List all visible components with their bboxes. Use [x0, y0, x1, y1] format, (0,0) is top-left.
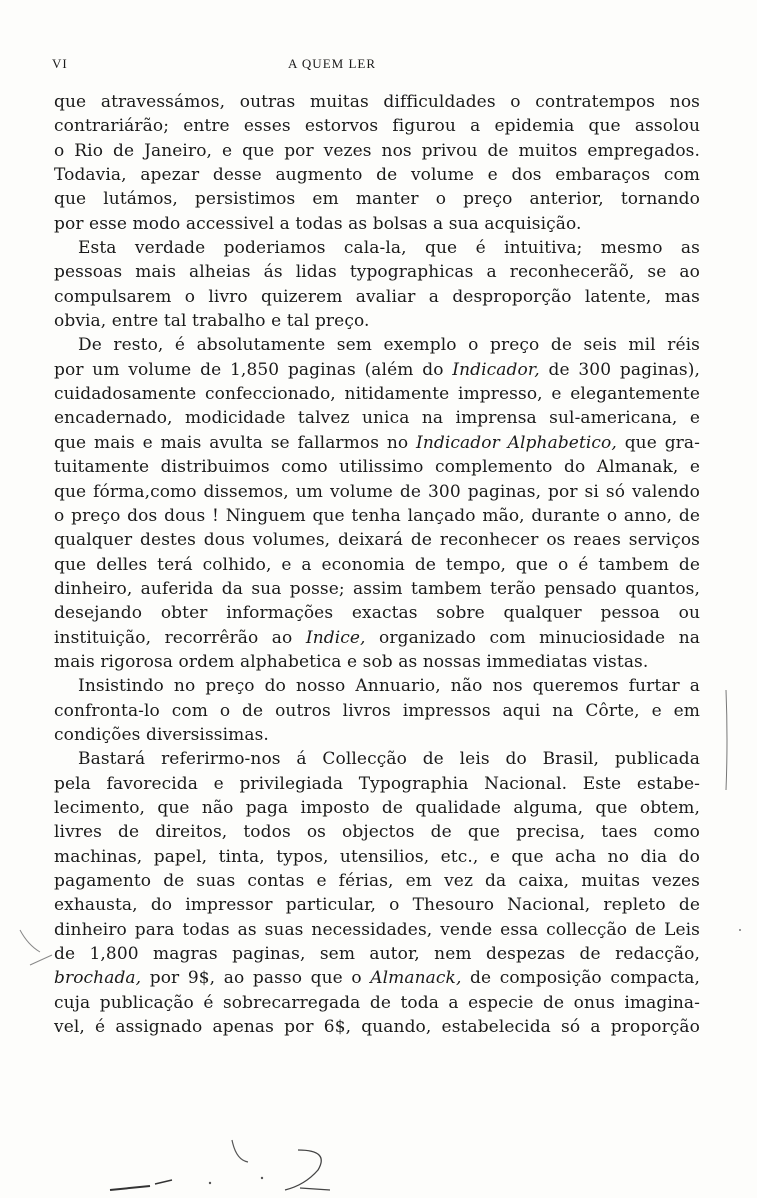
text-line: dinheiro, auferida da sua posse; assim tambem terão pensado quantos, — [54, 578, 700, 599]
running-title: A QUEM LER — [288, 56, 376, 71]
text-run: instituição, recorrêrão ao — [54, 627, 306, 648]
text-line: obvia, entre tal trabalho e tal preço. — [54, 311, 370, 332]
text-line — [54, 626, 700, 650]
text-line: contrariárão; entre esses estorvos figurou a epidemia que assolou — [54, 116, 700, 137]
text-line: dinheiro para todas as suas necessidades, vende essa collecção de Leis — [54, 919, 700, 940]
text-run: de composição compacta, — [461, 968, 701, 989]
text-line: livres de direitos, todos os objectos de que precisa, taes como — [54, 822, 700, 843]
margin-stroke — [20, 930, 40, 952]
pencil-mark — [232, 1140, 248, 1162]
text-line: confronta-lo com o de outros livros impressos aqui na Côrte, e em — [54, 700, 700, 721]
text-line: o Rio de Janeiro, e que por vezes nos privou de muitos empregados. — [54, 140, 700, 161]
body-text — [54, 90, 700, 1039]
pencil-mark — [110, 1186, 150, 1190]
text-line: que delles terá colhido, e a economia de tempo, que o é tambem de — [54, 554, 700, 575]
pencil-mark — [300, 1188, 330, 1190]
text-line: lecimento, que não paga imposto de qualidade alguma, que obtem, — [54, 797, 700, 818]
pencil-mark — [285, 1150, 321, 1190]
text-line: cuja publicação é sobrecarregada de toda a especie de onus imagina- — [54, 992, 700, 1013]
text-line — [54, 966, 700, 990]
text-run: por um volume de 1,850 paginas (além do — [54, 359, 453, 380]
text-line: machinas, papel, tinta, typos, utensilios, etc., e que acha no dia do — [54, 846, 700, 867]
text-run: por 9$, ao passo que o — [141, 968, 371, 989]
text-line: desejando obter informações exactas sobre qualquer pessoa ou — [54, 603, 700, 624]
text-line: encadernado, modicidade talvez unica na imprensa sul-americana, e — [54, 408, 700, 429]
text-line: pessoas mais alheias ás lidas typographicas a reconhecerãõ, se ao — [54, 262, 700, 283]
text-line: o preço dos dous ! Ninguem que tenha lançado mão, durante o anno, de — [54, 505, 700, 526]
text-line: Esta verdade poderiamos cala-la, que é intuitiva; mesmo as — [78, 238, 700, 259]
text-line: por esse modo accessivel a todas as bolsas a sua acquisição. — [54, 213, 582, 234]
speck — [261, 1177, 263, 1179]
text-run: organizado com minuciosidade na — [365, 627, 700, 648]
text-line: tuitamente distribuimos como utilissimo complemento do Almanak, e — [54, 457, 700, 478]
text-line — [54, 358, 700, 382]
text-line: que fórma,como dissemos, um volume de 300 paginas, por si só valendo — [54, 481, 700, 502]
text-line: Todavia, apezar desse augmento de volume e dos embaraços com — [54, 165, 700, 186]
text-line: compulsarem o livro quizerem avaliar a desproporção latente, mas — [54, 286, 700, 307]
italic-run: Indice, — [305, 627, 366, 648]
text-line: De resto, é absolutamente sem exemplo o preço de seis mil réis — [78, 335, 700, 356]
text-line: que atravessámos, outras muitas difficuldades o contratempos nos — [54, 92, 700, 112]
margin-stroke — [30, 955, 52, 965]
speck — [209, 1182, 211, 1184]
text-line: que lutámos, persistimos em manter o preço anterior, tornando — [54, 189, 700, 210]
text-line: pagamento de suas contas e férias, em vez da caixa, muitas vezes — [54, 871, 700, 891]
text-line: de 1,800 magras paginas, sem autor, nem despezas de redacção, — [54, 944, 700, 965]
text-line: mais rigorosa ordem alphabetica e sob as nossas immediatas vistas. — [54, 651, 649, 672]
speck — [739, 929, 741, 931]
text-line: exhausta, do impressor particular, o Thesouro Nacional, repleto de — [54, 895, 700, 916]
text-run: que mais e mais avulta se fallarmos no — [54, 432, 417, 453]
text-line — [54, 431, 700, 455]
text-line: Bastará referirmo-nos á Collecção de leis do Brasil, publicada — [78, 749, 700, 770]
italic-run: Indicador, — [452, 359, 540, 380]
italic-run: Indicador Alphabetico, — [416, 432, 617, 453]
text-line: Insistindo no preço do nosso Annuario, não nos queremos furtar a — [78, 676, 700, 697]
text-line: pela favorecida e privilegiada Typographia Nacional. Este estabe- — [54, 773, 700, 794]
italic-run: brochada, — [54, 968, 142, 989]
italic-run: Almanack, — [370, 968, 462, 989]
margin-stroke — [726, 690, 727, 790]
text-line: vel, é assignado apenas por 6$, quando, estabelecida só a proporção — [54, 1017, 700, 1038]
text-line: condições diversissimas. — [54, 724, 269, 745]
text-run: que gra- — [616, 432, 700, 453]
pencil-mark — [155, 1180, 172, 1184]
page-number: VI — [52, 56, 68, 71]
text-line: qualquer destes dous volumes, deixará de reconhecer os reaes serviços — [54, 530, 700, 551]
text-run: de 300 paginas), — [539, 359, 700, 380]
text-line: cuidadosamente confeccionado, nitidamente impresso, e elegantemente — [54, 384, 700, 405]
page-header — [52, 56, 702, 80]
